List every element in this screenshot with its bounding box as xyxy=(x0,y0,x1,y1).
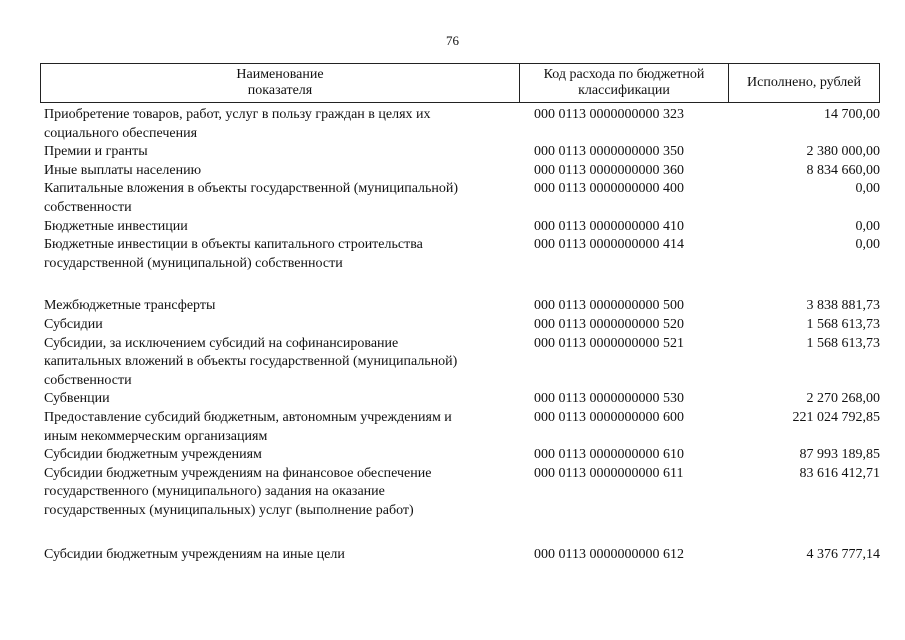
row-name xyxy=(40,143,514,162)
row-code: 000 0113 0000000000 350 xyxy=(534,144,684,160)
row-code: 000 0113 0000000000 610 xyxy=(534,447,684,463)
table-body xyxy=(40,106,880,565)
row-name xyxy=(40,465,514,521)
table-row xyxy=(40,465,880,521)
row-amount: 87 993 189,85 xyxy=(799,447,880,463)
row-amount: 14 700,00 xyxy=(824,107,880,122)
row-name-line: Иные выплаты населению xyxy=(44,162,202,178)
row-name xyxy=(40,236,514,273)
row-name xyxy=(40,335,514,391)
row-name-line: Бюджетные инвестиции в объекты капитального строительства xyxy=(44,237,423,253)
table-row xyxy=(40,546,880,565)
column-header-code-line1: Код расхода по бюджетной xyxy=(543,67,705,82)
table-row xyxy=(40,316,880,335)
row-name-line: Капитальные вложения в объекты государственной (муниципальной) xyxy=(44,181,459,197)
row-name-line: Межбюджетные трансферты xyxy=(44,298,216,314)
row-name xyxy=(40,162,514,181)
table-header xyxy=(40,63,880,103)
column-header-name xyxy=(41,64,520,102)
row-code: 000 0113 0000000000 520 xyxy=(534,316,684,332)
column-header-name-line2: показателя xyxy=(247,83,313,98)
row-amount: 8 834 660,00 xyxy=(806,162,880,178)
row-code: 000 0113 0000000000 360 xyxy=(534,162,684,178)
row-name xyxy=(40,446,514,465)
column-header-amount-label: Исполнено, рублей xyxy=(747,75,861,90)
row-name-line: социального обеспечения xyxy=(44,125,198,141)
table-row xyxy=(40,106,880,143)
row-amount: 0,00 xyxy=(855,218,880,234)
row-name-line: государственной (муниципальной) собственности xyxy=(44,255,343,271)
row-code: 000 0113 0000000000 530 xyxy=(534,391,684,407)
row-name-line: Бюджетные инвестиции xyxy=(44,218,188,234)
row-code: 000 0113 0000000000 414 xyxy=(534,237,684,253)
row-name-line: государственных (муниципальных) услуг (выполнение работ) xyxy=(44,502,414,518)
table-row xyxy=(40,162,880,181)
table-row xyxy=(40,297,880,316)
row-name-line: капитальных вложений в объекты государственной (муниципальной) xyxy=(44,354,458,370)
row-amount: 83 616 412,71 xyxy=(799,465,880,481)
row-code: 000 0113 0000000000 400 xyxy=(534,181,684,197)
row-name-line: Приобретение товаров, работ, услуг в пользу граждан в целях их xyxy=(44,107,431,122)
row-name-line: Субсидии бюджетным учреждениям на финансовое обеспечение xyxy=(44,465,432,481)
table-row xyxy=(40,236,880,273)
row-amount: 1 568 613,73 xyxy=(806,316,880,332)
row-name xyxy=(40,218,514,237)
row-amount: 3 838 881,73 xyxy=(806,298,880,314)
row-name-line: собственности xyxy=(44,372,132,388)
table-row xyxy=(40,143,880,162)
row-code: 000 0113 0000000000 521 xyxy=(534,335,684,351)
row-name-line: Премии и гранты xyxy=(44,144,148,160)
table-row xyxy=(40,218,880,237)
row-amount: 1 568 613,73 xyxy=(806,335,880,351)
row-name xyxy=(40,316,514,335)
row-name-line: Субвенции xyxy=(44,391,110,407)
row-code: 000 0113 0000000000 323 xyxy=(534,107,684,122)
row-amount: 4 376 777,14 xyxy=(806,547,880,563)
row-name-line: Предоставление субсидий бюджетным, автономным учреждениям и xyxy=(44,409,452,425)
row-name-line: Субсидии бюджетным учреждениям xyxy=(44,447,262,463)
row-name-line: государственного (муниципального) задания на оказание xyxy=(44,484,385,500)
table-row xyxy=(40,390,880,409)
row-code: 000 0113 0000000000 410 xyxy=(534,218,684,234)
row-code: 000 0113 0000000000 612 xyxy=(534,547,684,563)
page-number: 76 xyxy=(446,33,459,48)
row-amount: 0,00 xyxy=(855,181,880,197)
row-name-line: Субсидии бюджетным учреждениям на иные цели xyxy=(44,547,345,563)
row-name xyxy=(40,546,514,565)
row-name xyxy=(40,409,514,446)
table-row xyxy=(40,409,880,446)
row-code: 000 0113 0000000000 500 xyxy=(534,298,684,314)
row-name-line: Субсидии xyxy=(44,316,103,332)
row-name-line: иным некоммерческим организациям xyxy=(44,428,268,444)
row-name-line: собственности xyxy=(44,199,132,215)
column-header-amount xyxy=(729,64,879,102)
row-amount: 221 024 792,85 xyxy=(792,409,880,425)
row-code: 000 0113 0000000000 611 xyxy=(534,465,684,481)
column-header-name-line1: Наименование xyxy=(236,67,324,82)
table-row xyxy=(40,180,880,217)
column-header-code-line2: классификации xyxy=(578,83,670,98)
row-amount: 2 270 268,00 xyxy=(806,391,880,407)
table-row xyxy=(40,335,880,391)
row-name xyxy=(40,180,514,217)
row-name xyxy=(40,390,514,409)
table-row xyxy=(40,446,880,465)
column-header-code xyxy=(520,64,729,102)
row-amount: 0,00 xyxy=(855,237,880,253)
row-name-line: Субсидии, за исключением субсидий на софинансирование xyxy=(44,335,399,351)
row-amount: 2 380 000,00 xyxy=(806,144,880,160)
row-name xyxy=(40,297,514,316)
row-code: 000 0113 0000000000 600 xyxy=(534,409,684,425)
row-name xyxy=(40,106,514,143)
